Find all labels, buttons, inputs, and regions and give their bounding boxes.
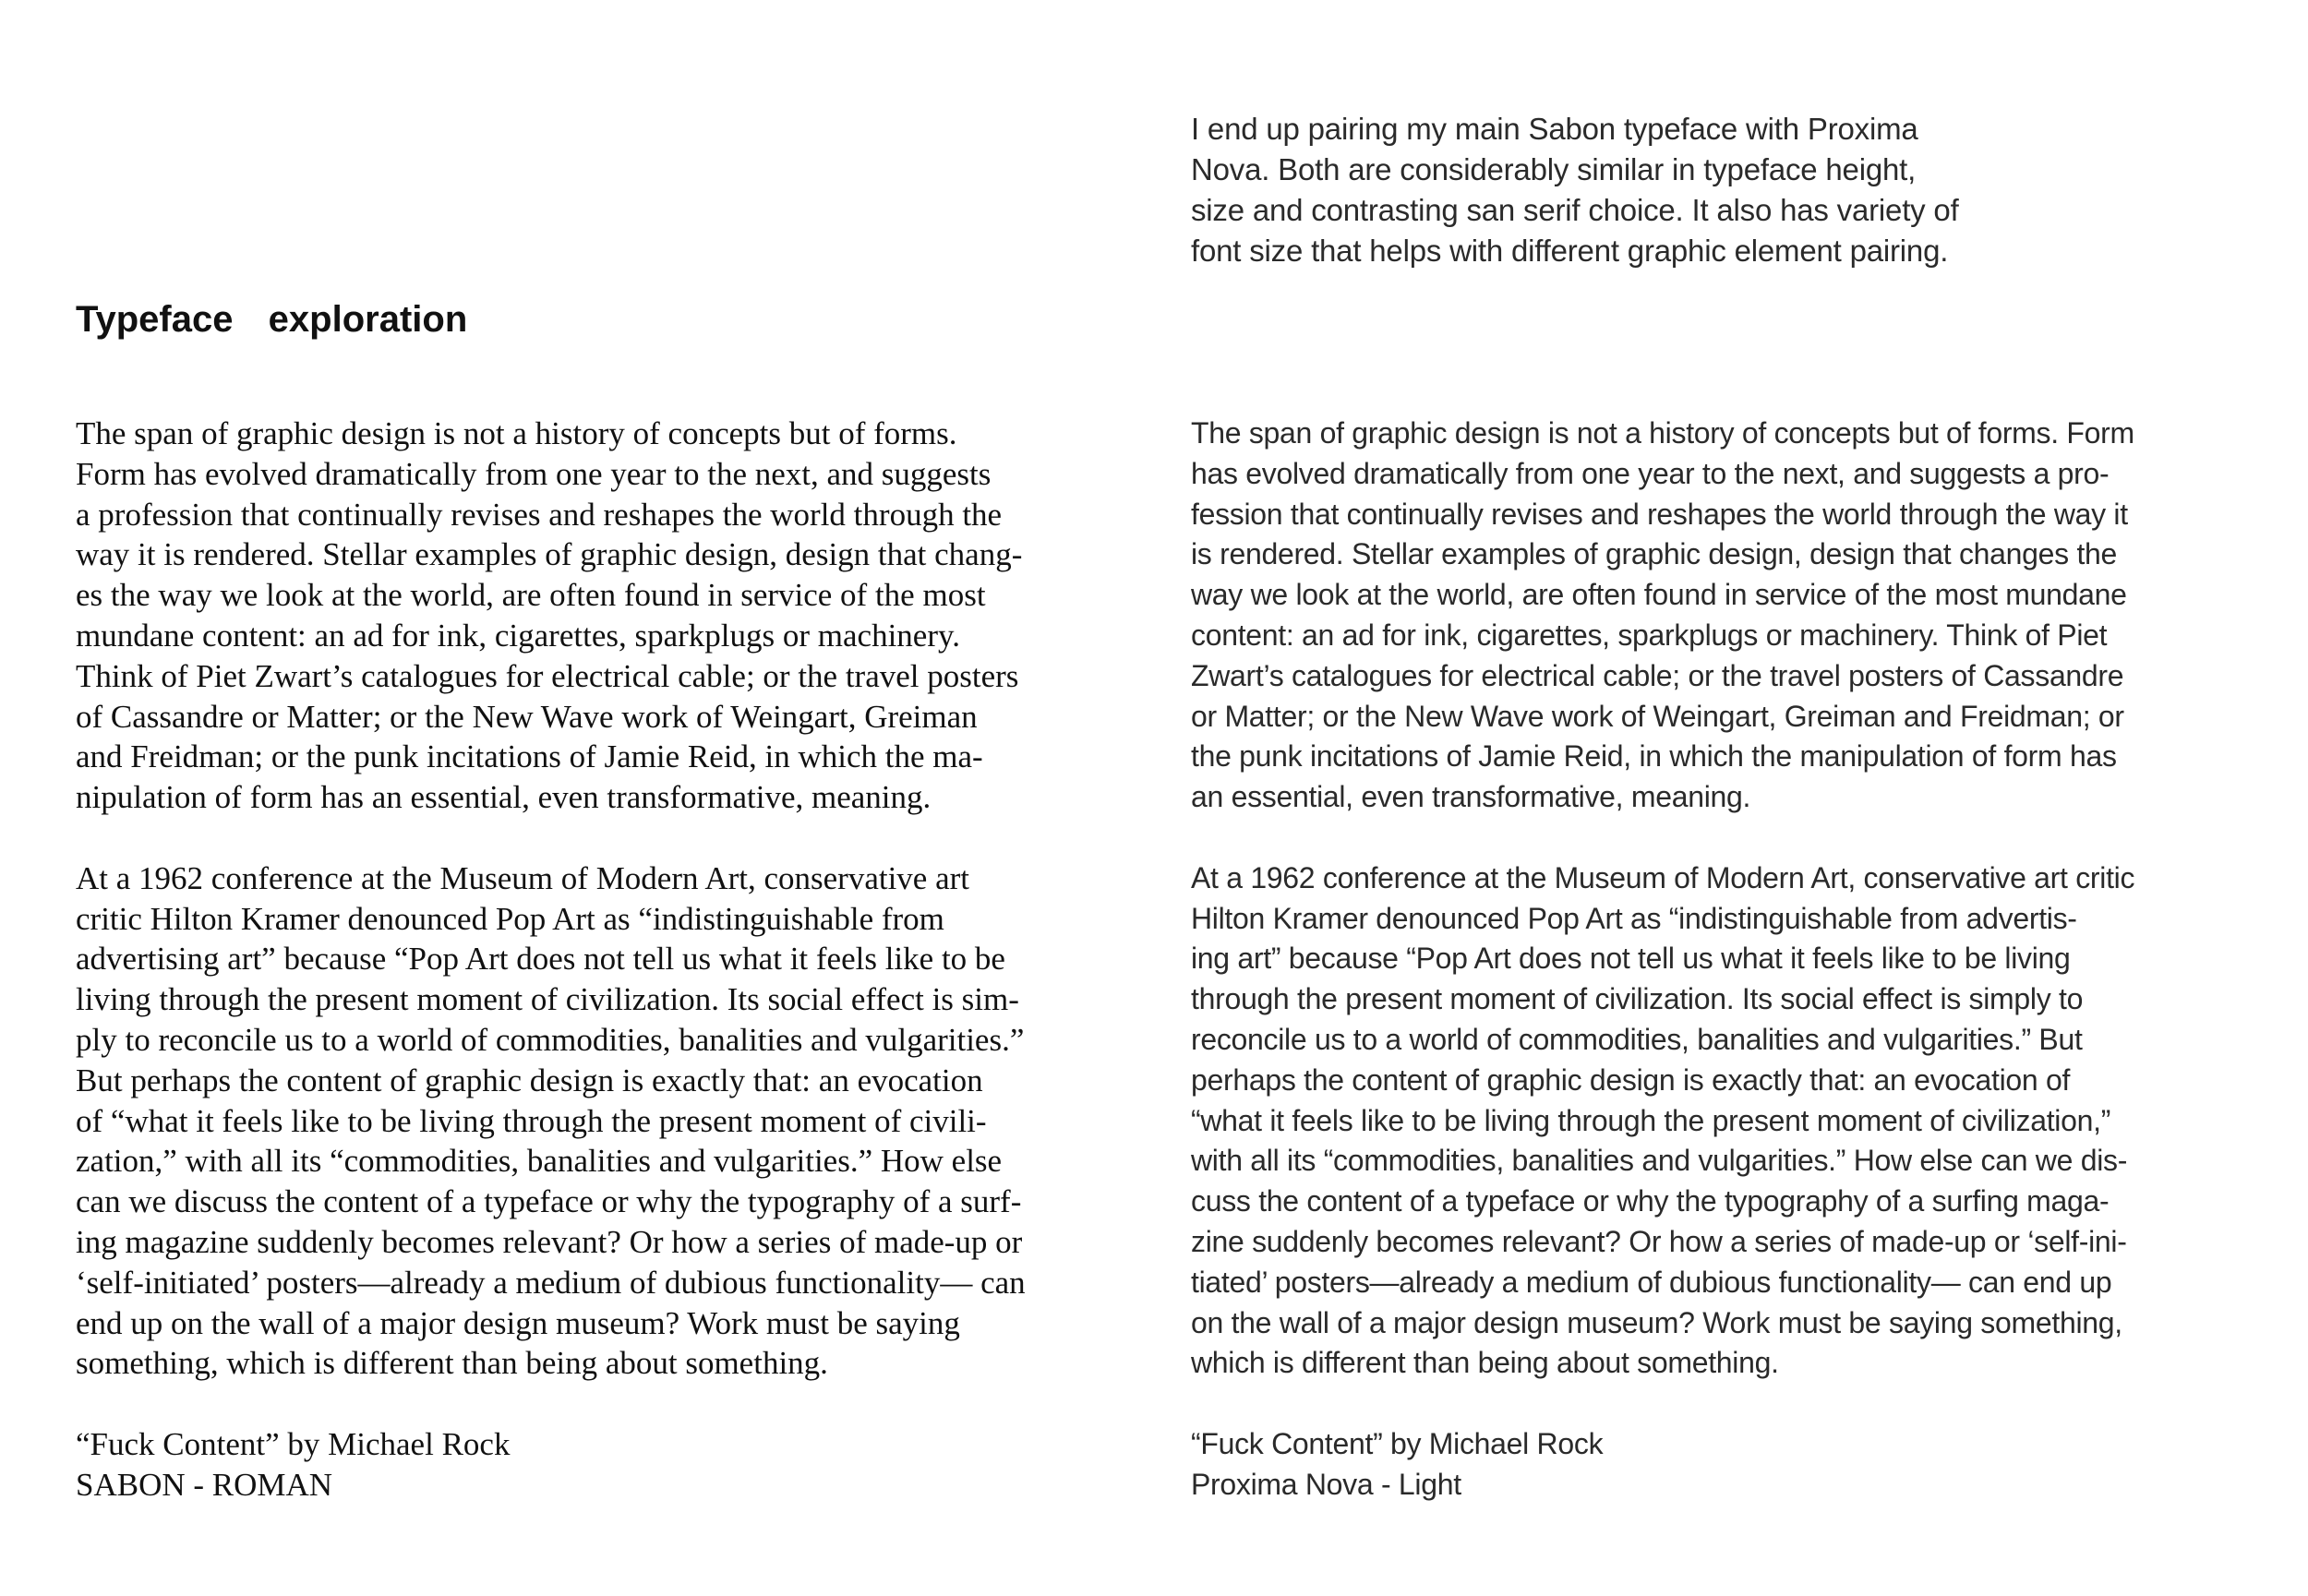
text-line: of Cassandre or Matter; or the New Wave work of Weingart, Greiman [76, 698, 978, 735]
text-line: end up on the wall of a major design museum? Work must be saying [76, 1304, 960, 1341]
text-line: on the wall of a major design museum? Work must be saying something, [1191, 1305, 2122, 1339]
text-line: cuss the content of a typeface or why the typography of a surfing maga- [1191, 1184, 2110, 1218]
text-line: the punk incitations of Jamie Reid, in which the manipulation of form has [1191, 739, 2117, 774]
text-line: can we discuss the content of a typeface or why the typography of a surf- [76, 1183, 1022, 1220]
font-label: Proxima Nova - Light [1191, 1467, 1461, 1501]
citation: “Fuck Content” by Michael Rock [76, 1425, 511, 1462]
sample-paragraph-1 [76, 414, 1147, 818]
text-line: of “what it feels like to be living through the present moment of civili- [76, 1102, 987, 1139]
text-line: zation,” with all its “commodities, banalities and vulgarities.” How else [76, 1143, 1003, 1180]
text-line: The span of graphic design is not a history of concepts but of forms. Form [1191, 416, 2134, 450]
text-line: The span of graphic design is not a history of concepts but of forms. [76, 415, 957, 451]
text-line: tiated’ posters—already a medium of dubious functionality— can end up [1191, 1265, 2112, 1299]
text-line: an essential, even transformative, meaning. [1191, 780, 1751, 814]
text-line: critic Hilton Kramer denounced Pop Art as “indistinguishable from [76, 900, 944, 937]
text-line: something, which is different than being about something. [76, 1345, 828, 1382]
text-line: Think of Piet Zwart’s catalogues for electrical cable; or the travel posters [76, 657, 1019, 694]
text-line: way it is rendered. Stellar examples of graphic design, design that chang- [76, 536, 1023, 573]
sabon-sample-column [76, 414, 1147, 1506]
intro-line: size and contrasting san serif choice. It also has variety of [1191, 193, 1959, 227]
paragraph-gap [76, 1384, 1147, 1424]
text-line: ing magazine suddenly becomes relevant? Or how a series of made-up or [76, 1223, 1023, 1260]
text-line: advertising art” because “Pop Art does not tell us what it feels like to be [76, 941, 1005, 978]
text-line: Hilton Kramer denounced Pop Art as “indistinguishable from advertis- [1191, 901, 2077, 935]
text-line: living through the present moment of civilization. Its social effect is sim- [76, 981, 1019, 1018]
text-line: nipulation of form has an essential, even transformative, meaning. [76, 779, 932, 816]
text-line: fession that continually revises and reshapes the world through the way it [1191, 497, 2128, 531]
intro-line: font size that helps with different graphic element pairing. [1191, 234, 1949, 268]
intro-line: I end up pairing my main Sabon typeface with Proxima [1191, 112, 1918, 146]
text-line: At a 1962 conference at the Museum of Modern Art, conservative art [76, 859, 970, 896]
text-line: and Freidman; or the punk incitations of Jamie Reid, in which the ma- [76, 738, 983, 775]
text-line: or Matter; or the New Wave work of Weingart, Greiman and Freidman; or [1191, 699, 2124, 733]
text-line: Form has evolved dramatically from one year to the next, and suggests [76, 455, 992, 492]
sample-paragraph-2 [1191, 858, 2262, 1384]
citation: “Fuck Content” by Michael Rock [1191, 1426, 1604, 1460]
text-line: ing art” because “Pop Art does not tell us what it feels like to be living [1191, 942, 2071, 976]
paragraph-gap [1191, 818, 2262, 858]
text-line: zine suddenly becomes relevant? Or how a series of made-up or ‘self-ini- [1191, 1224, 2127, 1258]
text-line: Zwart’s catalogues for electrical cable; or the travel posters of Cassandre [1191, 658, 2124, 692]
intro-line: Nova. Both are considerably similar in typeface height, [1191, 152, 1917, 186]
text-line: has evolved dramatically from one year to the next, and suggests a pro- [1191, 456, 2110, 490]
intro-paragraph [1191, 109, 2077, 271]
text-line: At a 1962 conference at the Museum of Modern Art, conservative art critic [1191, 860, 2135, 894]
text-line: mundane content: an ad for ink, cigarettes, sparkplugs or machinery. [76, 617, 960, 654]
text-line: “what it feels like to be living through the present moment of civilization,” [1191, 1103, 2111, 1137]
font-label: SABON - ROMAN [76, 1466, 333, 1503]
proxima-sample-column [1191, 414, 2262, 1506]
sample-paragraph-1 [1191, 414, 2262, 818]
text-line: reconcile us to a world of commodities, banalities and vulgarities.” But [1191, 1022, 2083, 1056]
paragraph-gap [76, 818, 1147, 858]
text-line: a profession that continually revises and reshapes the world through the [76, 496, 1003, 533]
text-line: way we look at the world, are often found in service of the most mundane [1191, 578, 2127, 612]
text-line: content: an ad for ink, cigarettes, sparkplugs or machinery. Think of Piet [1191, 618, 2108, 652]
text-line: ‘self-initiated’ posters—already a medium of dubious functionality— can [76, 1264, 1026, 1301]
text-line: with all its “commodities, banalities and vulgarities.” How else can we dis- [1191, 1144, 2128, 1178]
text-line: which is different than being about something. [1191, 1346, 1779, 1380]
text-line: es the way we look at the world, are often found in service of the most [76, 577, 986, 614]
text-line: ply to reconcile us to a world of commodities, banalities and vulgarities.” [76, 1021, 1025, 1058]
paragraph-gap [1191, 1384, 2262, 1424]
text-line: perhaps the content of graphic design is exactly that: an evocation of [1191, 1062, 2071, 1097]
page-title: Typeface exploration [76, 299, 468, 340]
text-line: is rendered. Stellar examples of graphic design, design that changes the [1191, 537, 2118, 571]
sample-paragraph-2 [76, 858, 1147, 1384]
text-line: But perhaps the content of graphic design is exactly that: an evocation [76, 1062, 983, 1098]
text-line: through the present moment of civilization. Its social effect is simply to [1191, 982, 2084, 1016]
